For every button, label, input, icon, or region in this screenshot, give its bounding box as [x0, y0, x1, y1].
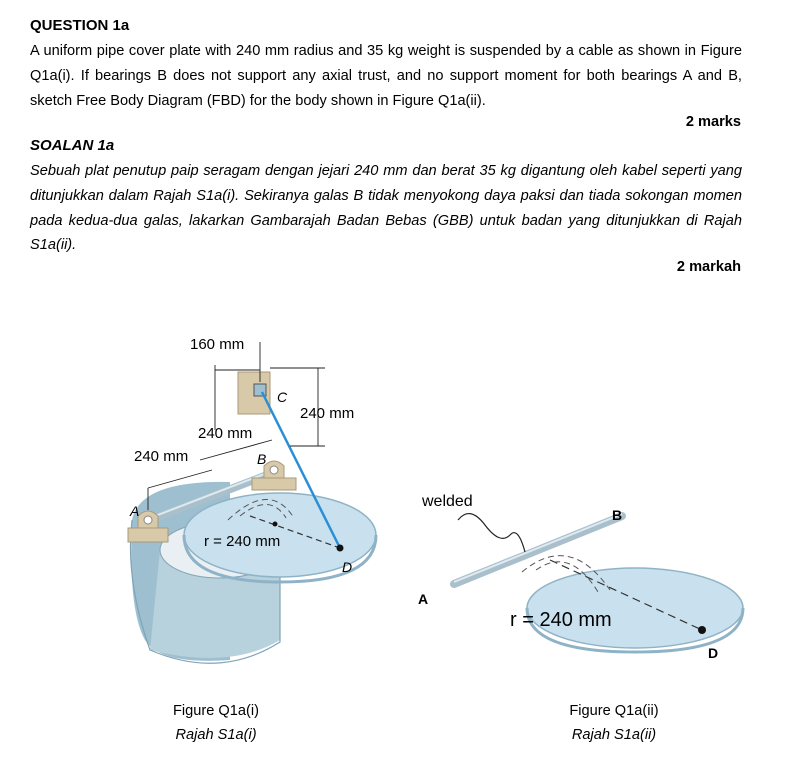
question-heading: QUESTION 1a: [30, 17, 130, 34]
point-d: [698, 626, 706, 634]
label-c: C: [277, 389, 288, 405]
dim-240-left: 240 mm: [134, 448, 189, 465]
caption-q1a-i: Figure Q1a(i): [173, 703, 259, 719]
dim-160: 160 mm: [190, 336, 245, 353]
dim-240-mid: 240 mm: [198, 425, 253, 442]
welded-label: welded: [422, 493, 473, 510]
label-d: D: [342, 559, 353, 575]
caption-s1a-i: Rajah S1a(i): [175, 727, 257, 743]
label-a: A: [130, 503, 140, 519]
figure-q1a-ii: [410, 480, 760, 680]
soalan-text: Sebuah plat penutup paip seragam dengan jejari 240 mm dan berat 35 kg digantung oleh kabel seperti yang ditunjukkan dalam Rajah S1a(i). Sekiranya galas B tidak menyokong daya paksi dan tiada sokongan momen pada kedua-dua galas, lakarkan Gambarajah Badan Bebas (GBB) untuk badan yang ditunjukkan di Rajah S1a(ii).: [30, 163, 742, 254]
caption-s1a-ii: Rajah S1a(ii): [571, 727, 657, 743]
question-text: A uniform pipe cover plate with 240 mm radius and 35 kg weight is suspended by a cable as shown in Figure Q1a(i). If bearings B does not support any axial trust, and no support moment for both bearings A and B, sketch Free Body Diagram (FBD) for the body shown in Figure Q1a(ii).: [30, 43, 742, 109]
label-a: A: [418, 591, 429, 607]
cover-plate: [527, 568, 743, 648]
soalan-heading: SOALAN 1a: [30, 137, 115, 154]
dim-240-vertical: 240 mm: [300, 405, 355, 422]
caption-q1a-ii: Figure Q1a(ii): [569, 703, 659, 719]
radius-label: r = 240 mm: [204, 533, 281, 550]
label-b: B: [612, 507, 623, 523]
label-b: B: [257, 451, 267, 467]
point-d: [337, 545, 344, 552]
soalan-marks: 2 markah: [676, 259, 741, 275]
label-d: D: [708, 645, 719, 661]
figure-q1a-i: [120, 320, 400, 690]
radius-label: r = 240 mm: [510, 609, 612, 631]
question-marks: 2 marks: [685, 114, 741, 130]
